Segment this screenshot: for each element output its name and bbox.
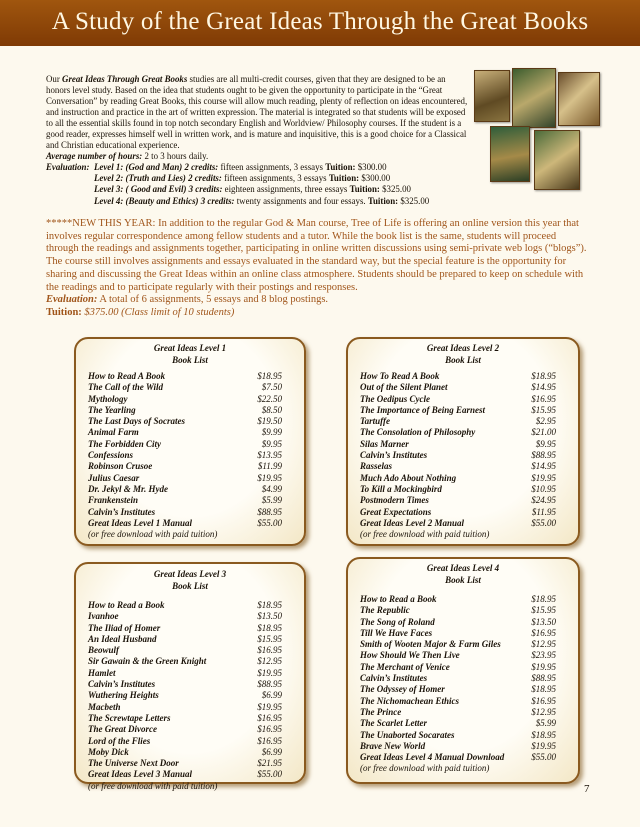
level-text bbox=[94, 184, 411, 195]
tuition-value: $300.00 bbox=[355, 162, 387, 173]
book-price: $8.50 bbox=[261, 404, 282, 415]
book-title: Confessions bbox=[88, 450, 134, 461]
book-row bbox=[360, 605, 566, 616]
book-price: $18.95 bbox=[531, 371, 556, 381]
book-row bbox=[88, 611, 292, 622]
tuition-value: $325.00 bbox=[398, 195, 430, 206]
book-title: Sir Gawain & the Green Knight bbox=[88, 656, 207, 667]
book-price: $88.95 bbox=[257, 679, 282, 690]
book-row bbox=[360, 730, 566, 741]
page-title: A Study of the Great Ideas Through the Great Books bbox=[51, 8, 589, 35]
level-name: Level 1: (God and Man) 2 credits: bbox=[94, 162, 219, 173]
book-price: $21.00 bbox=[531, 427, 556, 438]
tuition-label: Tuition: bbox=[367, 195, 399, 206]
box-subtitle-line: Book List bbox=[172, 581, 208, 591]
book-row bbox=[360, 439, 566, 450]
evaluation-label bbox=[46, 184, 94, 195]
book-title: Out of the Silent Planet bbox=[360, 382, 448, 393]
book-title: The Call of the Wild bbox=[88, 382, 164, 393]
book-title: The Merchant of Venice bbox=[360, 661, 450, 672]
book-price: $88.95 bbox=[531, 673, 556, 684]
book-title: Beowulf bbox=[88, 645, 120, 656]
book-row bbox=[360, 752, 566, 763]
book-price: $7.50 bbox=[261, 382, 282, 393]
book-row bbox=[88, 679, 292, 690]
box-subtitle-line: Book List bbox=[172, 355, 208, 365]
book-price: $15.95 bbox=[531, 605, 556, 616]
book-title: Great Ideas Level 2 Manual bbox=[360, 517, 464, 528]
book-cover bbox=[534, 130, 580, 190]
level-text bbox=[94, 162, 387, 173]
book-price: $12.95 bbox=[531, 639, 556, 650]
level-name: Level 4: (Beauty and Ethics) 3 credits: bbox=[94, 195, 235, 206]
book-title: Hamlet bbox=[88, 667, 116, 678]
book-row bbox=[88, 439, 292, 450]
book-price: $18.95 bbox=[531, 729, 556, 740]
tuition-value: $325.00 bbox=[379, 184, 411, 195]
book-covers-photo bbox=[472, 64, 604, 190]
book-row bbox=[360, 684, 566, 695]
book-row bbox=[360, 484, 566, 495]
book-cover bbox=[512, 68, 556, 128]
book-price: $13.95 bbox=[257, 450, 282, 461]
evaluation-level-row bbox=[46, 196, 471, 207]
book-title: Much Ado About Nothing bbox=[360, 472, 457, 483]
book-price: $9.99 bbox=[261, 427, 282, 438]
book-title: The Prince bbox=[360, 706, 402, 717]
book-price: $19.95 bbox=[531, 661, 556, 672]
book-price: $18.95 bbox=[257, 600, 282, 610]
box-title-line: Great Ideas Level 4 bbox=[426, 563, 500, 573]
book-price: $18.95 bbox=[531, 684, 556, 695]
book-title: The Great Divorce bbox=[88, 724, 157, 735]
book-title: How to Read a Book bbox=[360, 594, 437, 604]
book-row bbox=[88, 484, 292, 495]
book-row bbox=[88, 461, 292, 472]
book-list-title bbox=[76, 568, 304, 592]
book-row bbox=[360, 405, 566, 416]
intro-paragraph: Our Great Ideas Through Great Books studies are all multi-credit courses, given that they are designed to be an honors level study. Based on the idea that students ought to be given the opportunity to participate in the “Great Conversation” by reading Great Books, this course will allow much reading, plenty of reflection on ideas encountered, and instruction and practice in the art of written expression. The material is integrated so that students will be exposed to all the essential skills found in top notch secondary English and Worldview/ Philosophy courses. If the student is a good reader, expresses himself well in written work, and is mature and inquisitive, this is a good choice for a Classical and Christian educational experience. bbox=[46, 74, 468, 151]
book-price: $88.95 bbox=[531, 450, 556, 461]
book-title: Macbeth bbox=[88, 701, 121, 712]
book-title: The Importance of Being Earnest bbox=[360, 404, 486, 415]
book-title: Calvin’s Institutes bbox=[88, 506, 156, 517]
book-row bbox=[360, 371, 566, 382]
book-price: $19.95 bbox=[531, 472, 556, 483]
book-cover bbox=[474, 70, 510, 122]
book-list-title bbox=[76, 342, 304, 366]
tuition-label: Tuition: bbox=[325, 162, 356, 173]
book-title: Lord of the Flies bbox=[88, 735, 151, 746]
book-price: $11.95 bbox=[531, 506, 556, 517]
book-title: Great Ideas Level 4 Manual Download bbox=[360, 752, 505, 763]
book-price: $88.95 bbox=[257, 506, 282, 517]
book-title: How to Read a Book bbox=[88, 600, 165, 610]
book-price: $18.95 bbox=[257, 622, 282, 633]
book-list bbox=[88, 371, 292, 540]
book-title: Smith of Wooten Major & Farm Giles bbox=[360, 639, 501, 650]
page-header bbox=[0, 0, 640, 46]
book-price: $15.95 bbox=[257, 633, 282, 644]
book-list-box-level-2 bbox=[346, 337, 580, 546]
book-list-title bbox=[348, 342, 578, 366]
book-title: To Kill a Mockingbird bbox=[360, 483, 442, 494]
book-title: Calvin’s Institutes bbox=[88, 679, 156, 690]
book-row bbox=[360, 416, 566, 427]
box-subtitle-line: Book List bbox=[445, 575, 481, 585]
evaluation-label bbox=[46, 196, 94, 207]
book-price: $2.95 bbox=[535, 416, 556, 427]
book-row bbox=[88, 758, 292, 769]
book-title: Robinson Crusoe bbox=[88, 461, 153, 472]
box-subtitle-line: Book List bbox=[445, 355, 481, 365]
book-row bbox=[88, 427, 292, 438]
book-title: The Nichomachean Ethics bbox=[360, 695, 460, 706]
tuition-label: Tuition: bbox=[349, 184, 380, 195]
book-title: Wuthering Heights bbox=[88, 690, 159, 701]
book-title: The Odyssey of Homer bbox=[360, 684, 445, 695]
book-title: Great Expectations bbox=[360, 506, 432, 517]
level-name: Level 2: (Truth and Lies) 2 credits: bbox=[94, 173, 222, 184]
book-row bbox=[88, 713, 292, 724]
book-price: $16.95 bbox=[257, 735, 282, 746]
evaluation-level-row bbox=[46, 162, 471, 173]
evaluation-level-row bbox=[46, 173, 471, 184]
course-name: Great Ideas Through Great Books bbox=[62, 74, 188, 84]
book-row bbox=[88, 600, 292, 611]
book-title: Animal Farm bbox=[88, 427, 139, 438]
book-price: $19.50 bbox=[257, 416, 282, 427]
book-row bbox=[360, 518, 566, 529]
evaluation-label bbox=[46, 173, 94, 184]
book-row bbox=[88, 518, 292, 529]
book-row bbox=[360, 394, 566, 405]
book-title: Brave New World bbox=[360, 740, 426, 751]
book-price: $13.50 bbox=[531, 616, 556, 627]
book-list bbox=[88, 600, 292, 792]
book-list-box-level-3 bbox=[74, 562, 306, 791]
book-title: How to Read A Book bbox=[88, 371, 166, 381]
book-title: Great Ideas Level 3 Manual bbox=[88, 769, 192, 780]
level-list bbox=[46, 162, 471, 206]
evaluation-level-row bbox=[46, 184, 471, 195]
book-price: $22.50 bbox=[257, 393, 282, 404]
book-title: How Should We Then Live bbox=[360, 650, 460, 661]
book-price: $12.95 bbox=[257, 656, 282, 667]
book-row bbox=[360, 617, 566, 628]
level-text bbox=[94, 173, 390, 184]
level-desc: fifteen assignments, 3 essays bbox=[221, 173, 329, 184]
book-title: Moby Dick bbox=[88, 746, 129, 757]
level-desc: eighteen assignments, three essays bbox=[222, 184, 350, 195]
book-row bbox=[88, 668, 292, 679]
box-title-line: Great Ideas Level 3 bbox=[153, 569, 227, 579]
book-price: $16.95 bbox=[531, 695, 556, 706]
book-row bbox=[360, 741, 566, 752]
book-price: $5.99 bbox=[261, 495, 282, 506]
book-title: The Republic bbox=[360, 605, 410, 616]
book-row bbox=[360, 639, 566, 650]
book-price: $55.00 bbox=[257, 769, 282, 780]
book-row bbox=[88, 416, 292, 427]
course-description bbox=[46, 74, 471, 207]
book-price: $4.99 bbox=[261, 483, 282, 494]
book-price: $23.95 bbox=[531, 650, 556, 661]
book-price: $55.00 bbox=[257, 517, 282, 528]
book-row bbox=[88, 623, 292, 634]
online-tuition-line: Tuition: $375.00 (Class limit of 10 students) bbox=[46, 306, 235, 318]
book-price: $6.99 bbox=[261, 746, 282, 757]
online-evaluation-line: Evaluation: A total of 6 assignments, 5 essays and 8 blog postings. bbox=[46, 294, 329, 306]
book-price: $55.00 bbox=[531, 752, 556, 763]
book-price: $5.99 bbox=[535, 718, 556, 729]
book-list-title bbox=[348, 562, 578, 586]
book-title: Calvin’s Institutes bbox=[360, 450, 428, 461]
book-row bbox=[88, 382, 292, 393]
book-price: $14.95 bbox=[531, 461, 556, 472]
tuition-label: Tuition: bbox=[328, 173, 360, 184]
book-price: $55.00 bbox=[531, 517, 556, 528]
book-price: $19.95 bbox=[531, 740, 556, 751]
book-title: Julius Caesar bbox=[88, 472, 140, 483]
level-text bbox=[94, 196, 429, 207]
book-row bbox=[88, 769, 292, 780]
book-title: Frankenstein bbox=[88, 495, 139, 506]
free-download-note: (or free download with paid tuition) bbox=[360, 763, 490, 774]
book-title: An Ideal Husband bbox=[88, 633, 157, 644]
box-title-line: Great Ideas Level 1 bbox=[153, 343, 227, 353]
book-cover bbox=[558, 72, 600, 126]
book-row bbox=[360, 427, 566, 438]
book-title: The Yearling bbox=[88, 404, 136, 415]
level-desc: fifteen assignments, 3 essays bbox=[218, 162, 326, 173]
book-row bbox=[360, 696, 566, 707]
book-price: $11.99 bbox=[257, 461, 282, 472]
book-row bbox=[88, 450, 292, 461]
book-price: $21.95 bbox=[257, 758, 282, 769]
book-title: The Song of Roland bbox=[360, 616, 435, 627]
book-title: The Scarlet Letter bbox=[360, 718, 427, 729]
book-price: $16.95 bbox=[531, 627, 556, 638]
book-row bbox=[360, 507, 566, 518]
book-price: $10.95 bbox=[531, 483, 556, 494]
new-this-year-text: *****NEW THIS YEAR: In addition to the regular God & Man course, Tree of Life is offering an online version this year that involves regular correspondence among fellow students and a tutor. While the book list is the same, students will proceed through the readings and assignments together, participating in online written discussions using semi-private web logs (“blogs”). The course still involves assignments and essays evaluated in the standard way, but the special feature is the opportunity for sharing and discussing the Great Ideas within an online class atmosphere. Students should be prepared to keep on schedule with the readings and to participate regularly with their postings and responses. bbox=[46, 218, 587, 293]
book-row bbox=[88, 645, 292, 656]
book-title: Mythology bbox=[88, 393, 128, 404]
book-price: $16.95 bbox=[257, 645, 282, 656]
free-download-note: (or free download with paid tuition) bbox=[88, 780, 218, 791]
book-title: Great Ideas Level 1 Manual bbox=[88, 517, 192, 528]
book-title: The Consolation of Philosophy bbox=[360, 427, 476, 438]
book-title: Calvin’s Institutes bbox=[360, 673, 428, 684]
book-row bbox=[360, 594, 566, 605]
book-price: $19.95 bbox=[257, 472, 282, 483]
book-row bbox=[360, 650, 566, 661]
book-row bbox=[88, 473, 292, 484]
box-title-line: Great Ideas Level 2 bbox=[426, 343, 500, 353]
book-row bbox=[88, 690, 292, 701]
book-row bbox=[360, 673, 566, 684]
book-row bbox=[360, 473, 566, 484]
book-price: $16.95 bbox=[257, 712, 282, 723]
book-row bbox=[360, 461, 566, 472]
book-title: Ivanhoe bbox=[88, 611, 119, 622]
book-row bbox=[88, 634, 292, 645]
book-row bbox=[360, 450, 566, 461]
book-price: $6.99 bbox=[261, 690, 282, 701]
free-download-note: (or free download with paid tuition) bbox=[88, 529, 218, 540]
book-row bbox=[88, 736, 292, 747]
book-price: $18.95 bbox=[531, 594, 556, 604]
book-price: $15.95 bbox=[531, 404, 556, 415]
book-row bbox=[88, 702, 292, 713]
book-price: $19.95 bbox=[257, 701, 282, 712]
evaluation-label: Evaluation: bbox=[46, 162, 90, 173]
book-price: $24.95 bbox=[531, 495, 556, 506]
book-row bbox=[88, 405, 292, 416]
book-row bbox=[88, 507, 292, 518]
book-row bbox=[360, 495, 566, 506]
book-price: $19.95 bbox=[257, 667, 282, 678]
book-row bbox=[88, 371, 292, 382]
book-row bbox=[360, 662, 566, 673]
book-title: The Oedipus Cycle bbox=[360, 393, 430, 404]
book-list bbox=[360, 594, 566, 775]
book-title: The Unaborted Socarates bbox=[360, 729, 455, 740]
book-title: Silas Marner bbox=[360, 438, 409, 449]
book-list-box-level-1 bbox=[74, 337, 306, 546]
book-title: The Forbidden City bbox=[88, 438, 162, 449]
book-row bbox=[88, 656, 292, 667]
book-row bbox=[360, 382, 566, 393]
book-list-box-level-4 bbox=[346, 557, 580, 784]
book-row bbox=[88, 724, 292, 735]
book-price: $18.95 bbox=[257, 371, 282, 381]
level-name: Level 3: ( Good and Evil) 3 credits: bbox=[94, 184, 223, 195]
level-desc: twenty assignments and four essays. bbox=[234, 195, 368, 206]
book-row bbox=[88, 394, 292, 405]
book-title: How To Read A Book bbox=[360, 371, 440, 381]
new-this-year-section bbox=[46, 218, 590, 320]
tuition-value: $300.00 bbox=[359, 173, 391, 184]
book-title: Till We Have Faces bbox=[360, 627, 433, 638]
book-price: $16.95 bbox=[257, 724, 282, 735]
book-price: $13.50 bbox=[257, 611, 282, 622]
book-title: Tartuffe bbox=[360, 416, 391, 427]
book-cover bbox=[490, 126, 530, 182]
book-row bbox=[88, 495, 292, 506]
book-list bbox=[360, 371, 566, 540]
book-title: The Screwtape Letters bbox=[88, 712, 171, 723]
book-title: The Last Days of Socrates bbox=[88, 416, 185, 427]
book-price: $9.95 bbox=[261, 438, 282, 449]
free-download-note: (or free download with paid tuition) bbox=[360, 529, 490, 540]
book-row bbox=[360, 718, 566, 729]
book-title: Dr. Jekyl & Mr. Hyde bbox=[88, 483, 168, 494]
book-title: Postmodern Times bbox=[360, 495, 429, 506]
book-title: The Iliad of Homer bbox=[88, 622, 161, 633]
page-number: 7 bbox=[584, 783, 590, 795]
book-row bbox=[88, 747, 292, 758]
book-title: The Universe Next Door bbox=[88, 758, 179, 769]
book-price: $9.95 bbox=[535, 438, 556, 449]
book-row bbox=[360, 628, 566, 639]
book-price: $14.95 bbox=[531, 382, 556, 393]
book-row bbox=[360, 707, 566, 718]
book-title: Rasselas bbox=[360, 461, 393, 472]
book-price: $16.95 bbox=[531, 393, 556, 404]
book-price: $12.95 bbox=[531, 706, 556, 717]
hours-line: Average number of hours: 2 to 3 hours daily. bbox=[46, 151, 209, 162]
